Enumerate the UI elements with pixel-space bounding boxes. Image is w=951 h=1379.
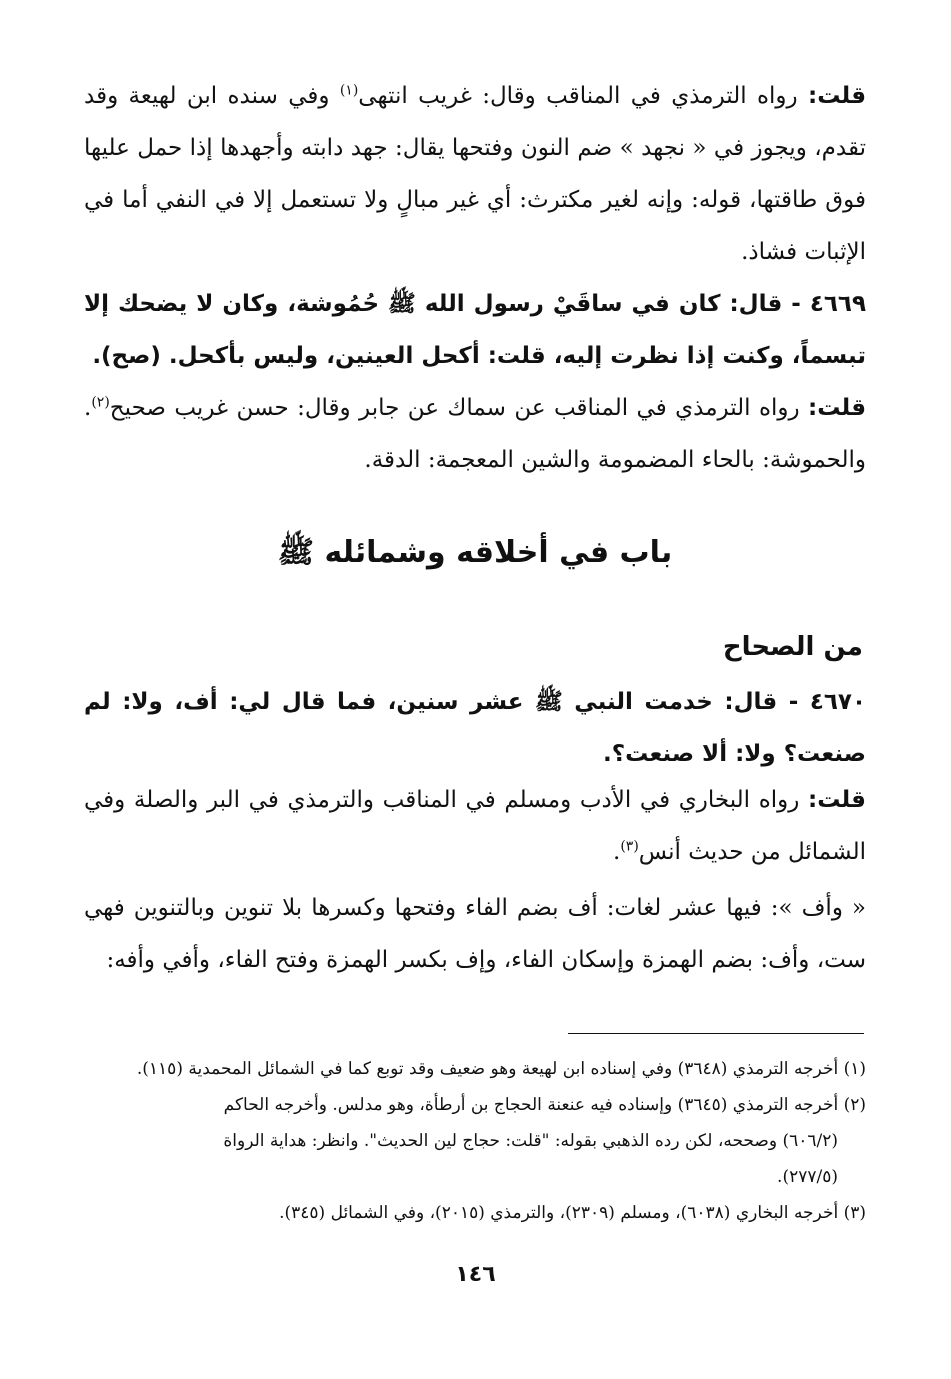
hadith-4670: ٤٦٧٠ - قال: خدمت النبي ﷺ عشر سنين، فما قال لي: أف، ولا: لم صنعت؟ ولا: ألا صنعت؟. bbox=[84, 689, 866, 767]
hadith-4669: ٤٦٦٩ - قال: كان في ساقَيْ رسول الله ﷺ حُمُوشة، وكان لا يضحك إلا تبسماً، وكنت إذا نظرت إليه، قلت: أكحل العينين، وليس بأكحل. (صح). bbox=[84, 291, 866, 369]
commentary-paragraph-2 bbox=[84, 382, 866, 486]
footnote-2-continued: (٢٧٧/٥). bbox=[777, 1167, 838, 1187]
footnote-ref-3[interactable]: (٣) bbox=[620, 838, 639, 855]
qultu-label: قلت: bbox=[808, 787, 866, 813]
paragraph-text: رواه البخاري في الأدب ومسلم في المناقب والترمذي في البر والصلة وفي الشمائل من حديث أنس bbox=[84, 787, 866, 865]
footnote-divider bbox=[568, 1033, 864, 1034]
footnote-2: (٢) أخرجه الترمذي (٣٦٤٥) وإسناده فيه عنعنة الحجاج بن أرطأة، وهو مدلس. وأخرجه الحاكم bbox=[223, 1095, 866, 1115]
page-number: ١٤٦ bbox=[455, 1262, 496, 1287]
paragraph-text: وفي سنده ابن لهيعة وقد تقدم، ويجوز في « نجهد » ضم النون وفتحها يقال: جهد دابته وأجهدها إذا حمل عليها فوق طاقتها، قوله: وإنه لغير مكترث: أي غير مبالٍ ولا تستعمل إلا في النفي أما في الإثبات فشاذ. bbox=[84, 83, 866, 265]
footnotes bbox=[84, 1052, 866, 1232]
paragraph-text: . bbox=[613, 839, 621, 865]
qultu-label: قلت: bbox=[808, 83, 867, 109]
footnote-3: (٣) أخرجه البخاري (٦٠٣٨)، ومسلم (٢٣٠٩)، والترمذي (٢٠١٥)، وفي الشمائل (٣٤٥). bbox=[279, 1203, 866, 1223]
paragraph-text: رواه الترمذي في المناقب وقال: غريب انتهى bbox=[358, 83, 798, 109]
chapter-title: باب في أخلاقه وشمائله ﷺ bbox=[277, 535, 673, 570]
commentary-paragraph-1 bbox=[84, 70, 866, 278]
paragraph-text: . والحموشة: بالحاء المضمومة والشين المعجمة: الدقة. bbox=[84, 395, 866, 473]
paragraph-text: رواه الترمذي في المناقب عن سماك عن جابر وقال: حسن غريب صحيح bbox=[109, 395, 800, 421]
qultu-label: قلت: bbox=[808, 395, 867, 421]
commentary-paragraph-3 bbox=[84, 774, 866, 878]
footnote-ref-2[interactable]: (٢) bbox=[91, 394, 110, 411]
footnote-ref-1[interactable]: (١) bbox=[339, 82, 359, 99]
commentary-paragraph-4: « وأف »: فيها عشر لغات: أف بضم الفاء وفتحها وكسرها بلا تنوين وبالتنوين فهي ست، وأف: بضم الهمزة وإسكان الفاء، وإف بكسر الهمزة وفتح الفاء، وأفي وأفه: bbox=[84, 895, 866, 973]
footnote-2-continued: (٦٠٦/٢) وصححه، لكن رده الذهبي بقوله: "قلت: حجاج لين الحديث". وانظر: هداية الرواة bbox=[223, 1131, 838, 1151]
section-title: من الصحاح bbox=[722, 632, 863, 662]
footnote-1: (١) أخرجه الترمذي (٣٦٤٨) وفي إسناده ابن لهيعة وهو ضعيف وقد توبع كما في الشمائل المحمدية (١١٥). bbox=[136, 1059, 866, 1079]
